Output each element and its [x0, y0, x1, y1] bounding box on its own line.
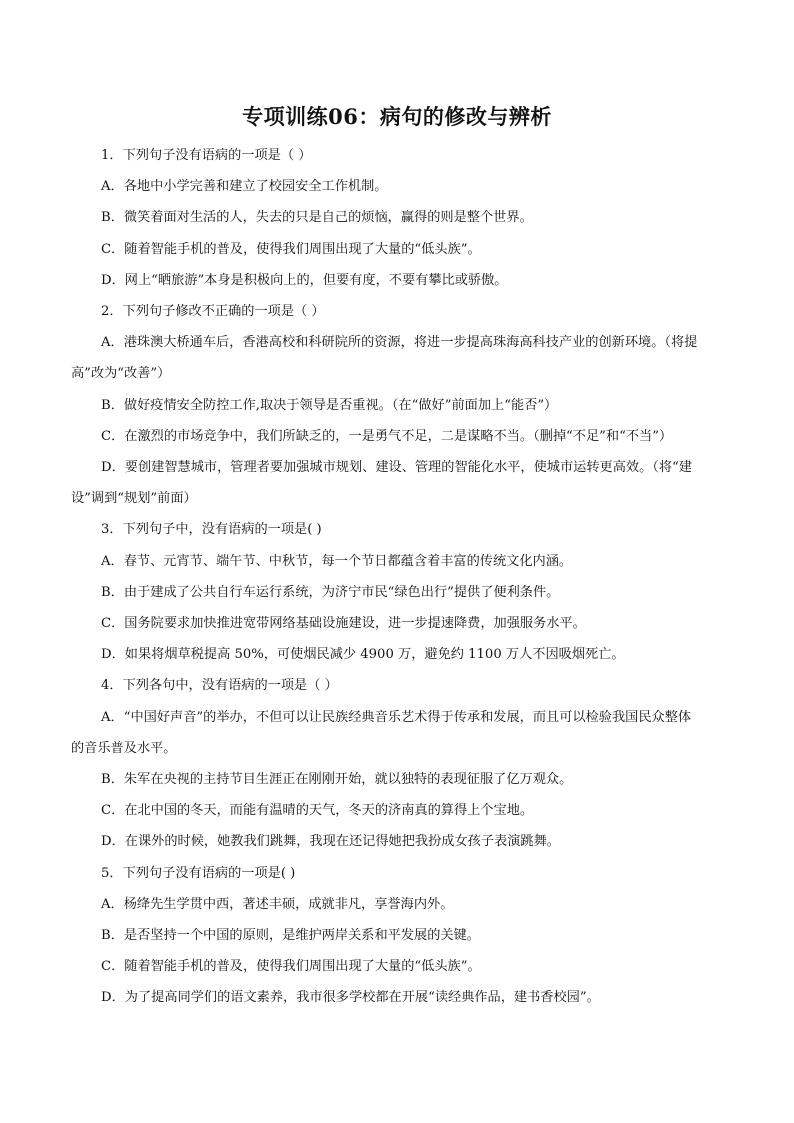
- question-4-option-a: A．“中国好声音”的举办，不但可以让民族经典音乐艺术得于传承和发展，而且可以检验我国民众整体: [101, 709, 692, 725]
- question-1-option-d: D．网上“晒旅游”本身是积极向上的，但要有度，不要有攀比或骄傲。: [101, 272, 508, 288]
- question-2-stem: 2．下列句子修改不正确的一项是（ ）: [101, 304, 325, 320]
- question-5-option-b: B．是否坚持一个中国的原则，是维护两岸关系和平发展的关键。: [101, 928, 480, 944]
- question-1-stem: 1．下列句子没有语病的一项是（ ）: [101, 148, 312, 163]
- question-3-option-c: C．国务院要求加快推进宽带网络基础设施建设，进一步提速降费，加强服务水平。: [101, 616, 586, 632]
- question-list: [71, 140, 721, 1014]
- question-2-option-a-continued: 高”改为“改善”）: [71, 366, 171, 382]
- question-3-option-a: A．春节、元宵节、端午节、中秋节，每一个节日都蕴含着丰富的传统文化内涵。: [101, 553, 573, 569]
- question-2-option-d-continued: 设”调到“规划”前面）: [71, 491, 197, 507]
- question-4-option-b: B．朱军在央视的主持节目生涯正在刚刚开始，就以独特的表现征服了亿万观众。: [101, 772, 573, 788]
- question-3-option-b: B．由于建成了公共自行车运行系统，为济宁市民“绿色出行”提供了便利条件。: [101, 584, 560, 600]
- page-title: 专项训练06：病句的修改与辨析: [242, 104, 552, 129]
- question-2-option-b: B．做好疫情安全防控工作,取决于领导是否重视。（在“做好”前面加上“能否”）: [101, 397, 558, 413]
- question-3-stem: 3．下列句子中，没有语病的一项是( ): [101, 522, 322, 538]
- question-2-option-d: D．要创建智慧城市，管理者要加强城市规划、建设、管理的智能化水平，使城市运转更高效。（将“建: [101, 460, 692, 476]
- question-4-stem: 4．下列各句中，没有语病的一项是（ ）: [101, 678, 338, 694]
- question-5-stem: 5．下列句子没有语病的一项是( ): [101, 865, 296, 881]
- question-1-option-b: B．微笑着面对生活的人，失去的只是自己的烦恼，赢得的则是整个世界。: [101, 210, 533, 226]
- question-4-option-a-continued: 的音乐普及水平。: [71, 740, 177, 756]
- question-2-option-c: C．在激烈的市场竞争中，我们所缺乏的，一是勇气不足，二是谋略不当。（删掉“不足”和“不当”）: [101, 428, 673, 444]
- question-2-option-a: A．港珠澳大桥通车后，香港高校和科研院所的资源，将进一步提高珠海高科技产业的创新环境。（将提: [101, 335, 698, 351]
- question-3-option-d: D．如果将烟草税提高 50%，可使烟民减少 4900 万，避免约 1100 万人不因吸烟死亡。: [101, 647, 625, 663]
- question-5-option-a: A．杨绛先生学贯中西，著述丰硕，成就非凡，享誉海内外。: [101, 896, 454, 912]
- question-1-option-c: C．随着智能手机的普及，使得我们周围出现了大量的“低头族”。: [101, 241, 481, 257]
- question-5-option-d: D．为了提高同学们的语文素养，我市很多学校都在开展“读经典作品，建书香校园”。: [101, 990, 600, 1006]
- question-4-option-d: D．在课外的时候，她教我们跳舞，我现在还记得她把我扮成女孩子表演跳舞。: [101, 834, 560, 850]
- question-5-option-c: C．随着智能手机的普及，使得我们周围出现了大量的“低头族”。: [101, 959, 481, 975]
- question-1-option-a: A．各地中小学完善和建立了校园安全工作机制。: [101, 179, 388, 195]
- question-4-option-c: C．在北中国的冬天，而能有温晴的天气，冬天的济南真的算得上个宝地。: [101, 803, 534, 819]
